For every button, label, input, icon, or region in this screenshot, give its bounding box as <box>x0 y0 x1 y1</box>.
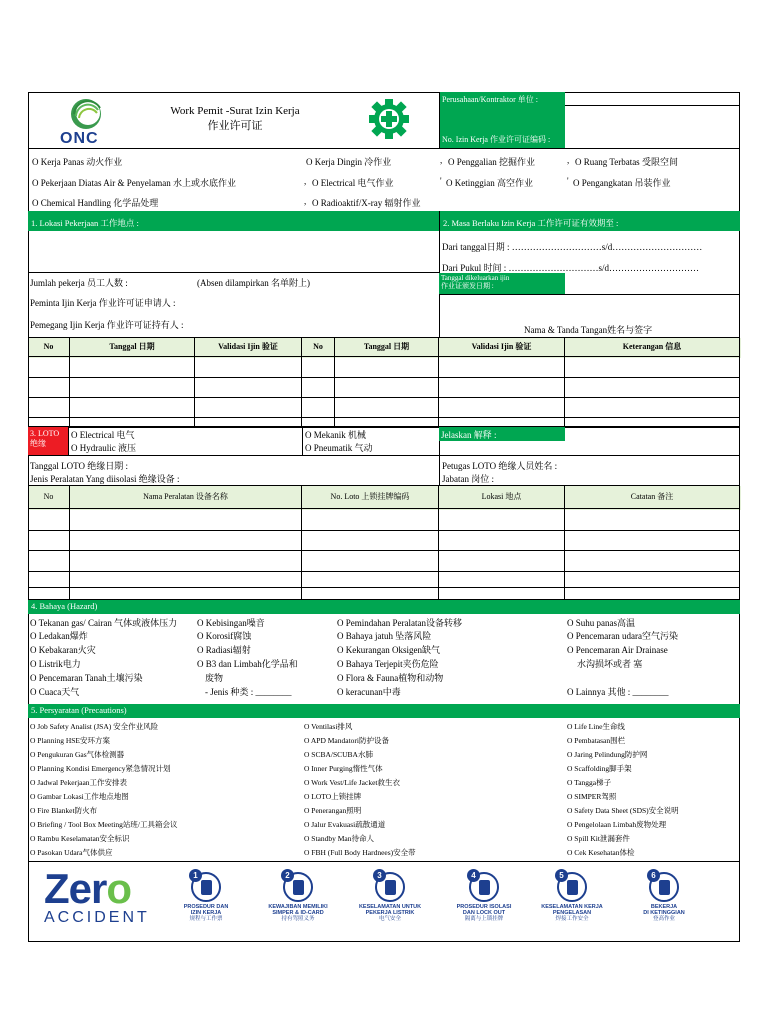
zero-step-3 <box>350 872 430 922</box>
precaution-option[interactable]: O Jalur Evakuasi疏散通道 <box>304 820 386 829</box>
validation-cell[interactable] <box>335 378 439 398</box>
loto-header-nama: Nama Peralatan 设备名称 <box>70 485 302 509</box>
precaution-option[interactable]: O Work Vest/Life Jacket救生衣 <box>304 778 400 787</box>
absen-note: (Absen dilampirkan 名单附上) <box>197 278 310 288</box>
hazard-option[interactable]: O Kebakaran火灾 <box>30 645 96 655</box>
precaution-option[interactable]: O Tangga梯子 <box>567 778 612 787</box>
validation-cell[interactable] <box>439 378 565 398</box>
peminta-ijin[interactable]: Peminta Ijin Kerja 作业许可证申请人 : <box>30 298 176 308</box>
step-line2: DAN LOCK OUT <box>462 910 506 917</box>
hazard-option[interactable]: O Tekanan gas/ Cairan 气体或液体压力 <box>30 618 178 628</box>
validation-cell[interactable] <box>70 418 195 427</box>
section5-title: 5. Persyaratan (Precautions) <box>28 704 740 718</box>
precaution-option[interactable]: O Life Line生命线 <box>567 722 625 731</box>
precaution-option[interactable]: O Jaring Pelindung防护网 <box>567 750 648 759</box>
validation-cell[interactable] <box>565 418 740 427</box>
header-tanggal: Tanggal 日期 <box>70 337 195 357</box>
precaution-option[interactable]: O Safety Data Sheet (SDS)安全说明 <box>567 806 679 815</box>
header-tanggal-2: Tanggal 日期 <box>335 337 439 357</box>
step-line3: 电气安全 <box>378 916 401 923</box>
hazard-option: - Jenis 种类 : ________ <box>205 687 292 697</box>
loto-petugas[interactable]: Petugas LOTO 绝缘人员姓名 : <box>442 461 558 471</box>
loto-cell[interactable] <box>439 588 565 600</box>
step-icon <box>372 872 408 902</box>
precaution-option[interactable]: O Briefing / Tool Box Meeting站班/工具箱会议 <box>30 820 178 829</box>
step-line1: KESELAMATAN UNTUK <box>358 904 422 910</box>
hazard-option[interactable]: O Radiasi辐射 <box>197 645 251 655</box>
precaution-option[interactable]: O Pengukuran Gas气体检测器 <box>30 750 125 759</box>
precaution-option[interactable]: O Ventilasi排风 <box>304 722 353 731</box>
separator-comma: , <box>567 155 570 165</box>
dari-pukul[interactable]: Dari Pukul 时间 : …………………………s/d………………………… <box>442 263 700 273</box>
work-type-diatas-air[interactable]: O Pekerjaan Diatas Air & Penyelaman 水上或水底作业 <box>32 178 236 188</box>
step-icon <box>188 872 224 902</box>
permit-no-field[interactable] <box>565 106 740 148</box>
header-validasi-2: Validasi Ijin 验证 <box>439 337 565 357</box>
loto-pneumatik[interactable]: O Pneumatik 气动 <box>305 443 373 453</box>
work-type-ketinggian[interactable]: O Ketinggian 高空作业 <box>446 178 533 188</box>
step-number: 2 <box>281 869 294 882</box>
validation-cell[interactable] <box>195 418 302 427</box>
step-line2: DI KETINGGIAN <box>643 910 685 917</box>
validation-cell[interactable] <box>302 398 335 418</box>
validation-cell[interactable] <box>302 357 335 378</box>
section2-title: 2. Masa Berlaku Izin Kerja 工作许可证有效期至 : <box>439 211 740 231</box>
step-icon <box>280 872 316 902</box>
loto-header-lokasi: Lokasi 地点 <box>439 485 565 509</box>
hazard-option: 水沟损坏或者 塞 <box>577 659 643 669</box>
nama-ttd: Nama & Tanda Tangan姓名与签字 <box>524 325 653 335</box>
loto-title: 3. LOTO 绝缘 <box>28 427 68 455</box>
hazard-option[interactable]: O Bahaya jatuh 坠落风险 <box>337 631 432 641</box>
dari-tanggal[interactable]: Dari tanggal日期 : …………………………s/d………………………… <box>442 242 703 252</box>
step-number: 3 <box>373 869 386 882</box>
validation-cell[interactable] <box>302 378 335 398</box>
work-type-electrical[interactable]: O Electrical 电气作业 <box>312 178 394 188</box>
validation-cell[interactable] <box>195 378 302 398</box>
step-line1: PROSEDUR ISOLASI <box>456 904 512 910</box>
validation-cell[interactable] <box>70 398 195 418</box>
separator-quote: ' <box>440 176 442 186</box>
work-type-ruang-terbatas[interactable]: O Ruang Terbatas 受限空间 <box>575 157 678 167</box>
zero-step-2 <box>258 872 338 922</box>
step-line2: SIMPER & ID-CARD <box>272 910 324 917</box>
validation-cell[interactable] <box>302 418 335 427</box>
tanggal-dikeluarkan: Tanggal dikeluarkan ijin 作业证颁发日期 : <box>439 273 565 294</box>
section4-title: 4. Bahaya (Hazard) <box>28 600 740 614</box>
validation-cell[interactable] <box>28 378 70 398</box>
title-line2: 作业许可证 <box>207 119 263 132</box>
title-line1: Work Pemit -Surat Izin Kerja <box>170 105 300 117</box>
pemegang-ijin[interactable]: Pemegang Ijin Kerja 作业许可证持有人 : <box>30 320 184 330</box>
loto-electrical[interactable]: O Electrical 电气 <box>71 430 135 440</box>
precaution-option[interactable]: O FBH (Full Body Hardnees)安全带 <box>304 848 416 857</box>
zero-step-5 <box>532 872 612 922</box>
precaution-option[interactable]: O Penerangan照明 <box>304 806 362 815</box>
validation-cell[interactable] <box>70 378 195 398</box>
validation-cell[interactable] <box>28 398 70 418</box>
precaution-option[interactable]: O Spill Kit泄漏套件 <box>567 834 630 843</box>
precaution-option[interactable]: O Planning HSE安环方案 <box>30 736 111 745</box>
validation-cell[interactable] <box>195 357 302 378</box>
precaution-option[interactable]: O Pasokan Udara气体供应 <box>30 848 113 857</box>
loto-cell[interactable] <box>70 509 302 531</box>
step-line1: PROSEDUR DAN <box>183 904 229 910</box>
step-line3: 隔离与上锁挂牌 <box>464 916 504 923</box>
work-type-chemical[interactable]: O Chemical Handling 化学品处理 <box>32 198 159 208</box>
step-line2: IZIN KERJA <box>190 910 222 917</box>
accident-text: ACCIDENT <box>44 909 150 926</box>
hazard-option[interactable]: O Flora & Fauna植物和动物 <box>337 673 444 683</box>
precaution-option[interactable]: O Job Safety Analist (JSA) 安全作业风险 <box>30 722 159 731</box>
work-type-kerja-panas[interactable]: O Kerja Panas 动火作业 <box>32 157 123 167</box>
precaution-option[interactable]: O Rambu Keselamatan安全标识 <box>30 834 130 843</box>
loto-tanggal[interactable]: Tanggal LOTO 绝缘日期 : <box>30 461 128 471</box>
loto-cell[interactable] <box>565 551 740 572</box>
work-type-radioaktif[interactable]: O Radioaktif/X-ray 辐射作业 <box>312 198 421 208</box>
loto-cell[interactable] <box>28 531 70 551</box>
step-line2: PEKERJA LISTRIK <box>365 910 415 917</box>
zero-o: o <box>106 865 132 912</box>
loto-cell[interactable] <box>439 572 565 588</box>
hazard-option[interactable]: O B3 dan Limbah化学品和 <box>197 659 298 669</box>
loto-header-no-loto: No. Loto 上锁挂牌编码 <box>302 485 439 509</box>
contractor-field[interactable] <box>565 92 740 106</box>
precaution-option[interactable]: O Standby Man待命人 <box>304 834 374 843</box>
step-number: 5 <box>555 869 568 882</box>
loto-cell[interactable] <box>28 572 70 588</box>
precaution-option[interactable]: O APD Mandatori防护设备 <box>304 736 389 745</box>
zero-step-1 <box>166 872 246 922</box>
separator-quote: ' <box>567 176 569 186</box>
loto-cell[interactable] <box>439 551 565 572</box>
hazard-option[interactable]: O Pencemaran Air Drainase <box>567 645 668 655</box>
step-line1: BEKERJA <box>650 904 678 910</box>
precaution-option[interactable]: O Pembatasan围栏 <box>567 736 626 745</box>
hazard-option[interactable]: O keracunan中毒 <box>337 687 401 697</box>
permit-no-label: No. Izin Kerja 作业许可证编码 : <box>439 106 565 148</box>
step-line3: 规程与工作票 <box>189 916 223 923</box>
separator-comma: , <box>304 196 307 206</box>
loto-cell[interactable] <box>302 588 439 600</box>
loto-cell[interactable] <box>439 531 565 551</box>
validation-cell[interactable] <box>195 398 302 418</box>
hazard-option[interactable]: O Suhu panas高温 <box>567 618 635 628</box>
step-line3: 焊接工作安全 <box>555 916 589 923</box>
jumlah-pekerja[interactable]: Jumlah pekerja 员工人数 : <box>30 278 128 288</box>
validation-cell[interactable] <box>335 418 439 427</box>
loto-cell[interactable] <box>302 509 439 531</box>
loto-cell[interactable] <box>70 551 302 572</box>
step-number: 6 <box>647 869 660 882</box>
step-icon <box>646 872 682 902</box>
section1-title: 1. Lokasi Pekerjaan 工作地点 : <box>28 211 439 231</box>
hazard-option[interactable]: O Cuaca天气 <box>30 687 80 697</box>
precaution-option[interactable]: O SIMPER驾照 <box>567 792 617 801</box>
loto-cell[interactable] <box>439 509 565 531</box>
work-type-pengangkatan[interactable]: O Pengangkatan 吊装作业 <box>573 178 671 188</box>
separator-comma: , <box>440 155 443 165</box>
header-validasi: Validasi Ijin 验证 <box>195 337 302 357</box>
hazard-option[interactable]: O Korosif腐蚀 <box>197 631 252 641</box>
loto-mekanik[interactable]: O Mekanik 机械 <box>305 430 366 440</box>
loto-cell[interactable] <box>28 588 70 600</box>
zero-step-6 <box>624 872 704 922</box>
precaution-option[interactable]: O Planning Kondisi Emergency紧急情况计划 <box>30 764 171 773</box>
page-title <box>150 104 320 134</box>
safety-gear-icon <box>368 98 410 142</box>
step-line3: 持有驾照义务 <box>281 916 315 923</box>
validation-cell[interactable] <box>439 398 565 418</box>
validation-cell[interactable] <box>565 378 740 398</box>
step-icon <box>554 872 590 902</box>
loto-jenis[interactable]: Jenis Peralatan Yang diisolasi 绝缘设备 : <box>30 474 180 484</box>
hazard-option[interactable]: O Kebisingan噪音 <box>197 618 265 628</box>
validation-cell[interactable] <box>335 398 439 418</box>
hazard-option[interactable]: O Listrik电力 <box>30 659 81 669</box>
loto-cell[interactable] <box>70 572 302 588</box>
step-line2: PENGELASAN <box>552 910 592 917</box>
precaution-option[interactable]: O Pengelolaan Limbah废物处理 <box>567 820 667 829</box>
step-line1: KESELAMATAN KERJA <box>541 904 603 910</box>
precaution-option[interactable]: O Fire Blanket防火布 <box>30 806 98 815</box>
precaution-option[interactable]: O Gambar Lokasi工作地点地图 <box>30 792 129 801</box>
onc-logo-icon <box>60 96 120 130</box>
step-line1: KEWAJIBAN MEMILIKI <box>268 904 328 910</box>
hazard-option[interactable]: O Ledakan爆炸 <box>30 631 88 641</box>
hazard-option[interactable]: O Lainnya 其他 : ________ <box>567 687 669 697</box>
header-keterangan: Keterangan 信息 <box>565 337 740 357</box>
loto-cell[interactable] <box>565 509 740 531</box>
loto-hydraulic[interactable]: O Hydraulic 液压 <box>71 443 136 453</box>
loto-cell[interactable] <box>565 572 740 588</box>
validation-cell[interactable] <box>439 418 565 427</box>
work-type-kerja-dingin[interactable]: O Kerja Dingin 冷作业 <box>306 157 392 167</box>
hazard-option[interactable]: O Kekurangan Oksigen缺气 <box>337 645 440 655</box>
zero-step-4 <box>444 872 524 922</box>
loto-cell[interactable] <box>565 588 740 600</box>
loto-header-no: No <box>28 485 70 509</box>
hazard-option: 废物 <box>205 673 224 683</box>
logo <box>60 96 120 146</box>
step-icon <box>466 872 502 902</box>
jelaskan-label: Jelaskan 解释 : <box>439 427 565 441</box>
hazard-option[interactable]: O Bahaya Terjepit夹伤危险 <box>337 659 439 669</box>
loto-cell[interactable] <box>28 551 70 572</box>
validation-cell[interactable] <box>565 398 740 418</box>
precaution-option[interactable]: O Scaffolding脚手架 <box>567 764 632 773</box>
validation-cell[interactable] <box>28 357 70 378</box>
hazard-option[interactable]: O Pemindahan Peralatan设备转移 <box>337 618 462 628</box>
validation-cell[interactable] <box>28 418 70 427</box>
validation-cell[interactable] <box>439 357 565 378</box>
step-number: 1 <box>189 869 202 882</box>
header-no-2: No <box>302 337 335 357</box>
precaution-option[interactable]: O Jadwal Pekerjaan工作安排表 <box>30 778 128 787</box>
separator-comma: , <box>304 176 307 186</box>
zero-accident-logo <box>44 865 150 927</box>
precaution-option[interactable]: O Inner Purging惰性气体 <box>304 764 383 773</box>
logo-text: ONC <box>60 130 99 147</box>
loto-cell[interactable] <box>70 588 302 600</box>
precaution-option[interactable]: O LOTO上锁挂牌 <box>304 792 362 801</box>
loto-cell[interactable] <box>565 531 740 551</box>
loto-cell[interactable] <box>302 572 439 588</box>
contractor-label: Perusahaan/Kontraktor 单位 : <box>439 92 565 106</box>
loto-cell[interactable] <box>70 531 302 551</box>
work-type-penggalian[interactable]: O Penggalian 挖掘作业 <box>448 157 535 167</box>
precaution-option[interactable]: O SCBA/SCUBA水肺 <box>304 750 373 759</box>
loto-jabatan[interactable]: Jabatan 岗位 : <box>442 474 494 484</box>
header-no: No <box>28 337 70 357</box>
loto-header-catatan: Catatan 备注 <box>565 485 740 509</box>
step-line3: 登高作业 <box>652 916 675 923</box>
loto-cell[interactable] <box>28 509 70 531</box>
hazard-option[interactable]: O Pencemaran udara空气污染 <box>567 631 678 641</box>
hazard-option[interactable]: O Pencemaran Tanah土壤污染 <box>30 673 143 683</box>
loto-cell[interactable] <box>302 531 439 551</box>
precaution-option[interactable]: O Cek Kesehatan体检 <box>567 848 635 857</box>
loto-cell[interactable] <box>302 551 439 572</box>
step-number: 4 <box>467 869 480 882</box>
validation-cell[interactable] <box>565 357 740 378</box>
validation-cell[interactable] <box>335 357 439 378</box>
zero-text: Zer <box>44 865 107 912</box>
validation-cell[interactable] <box>70 357 195 378</box>
